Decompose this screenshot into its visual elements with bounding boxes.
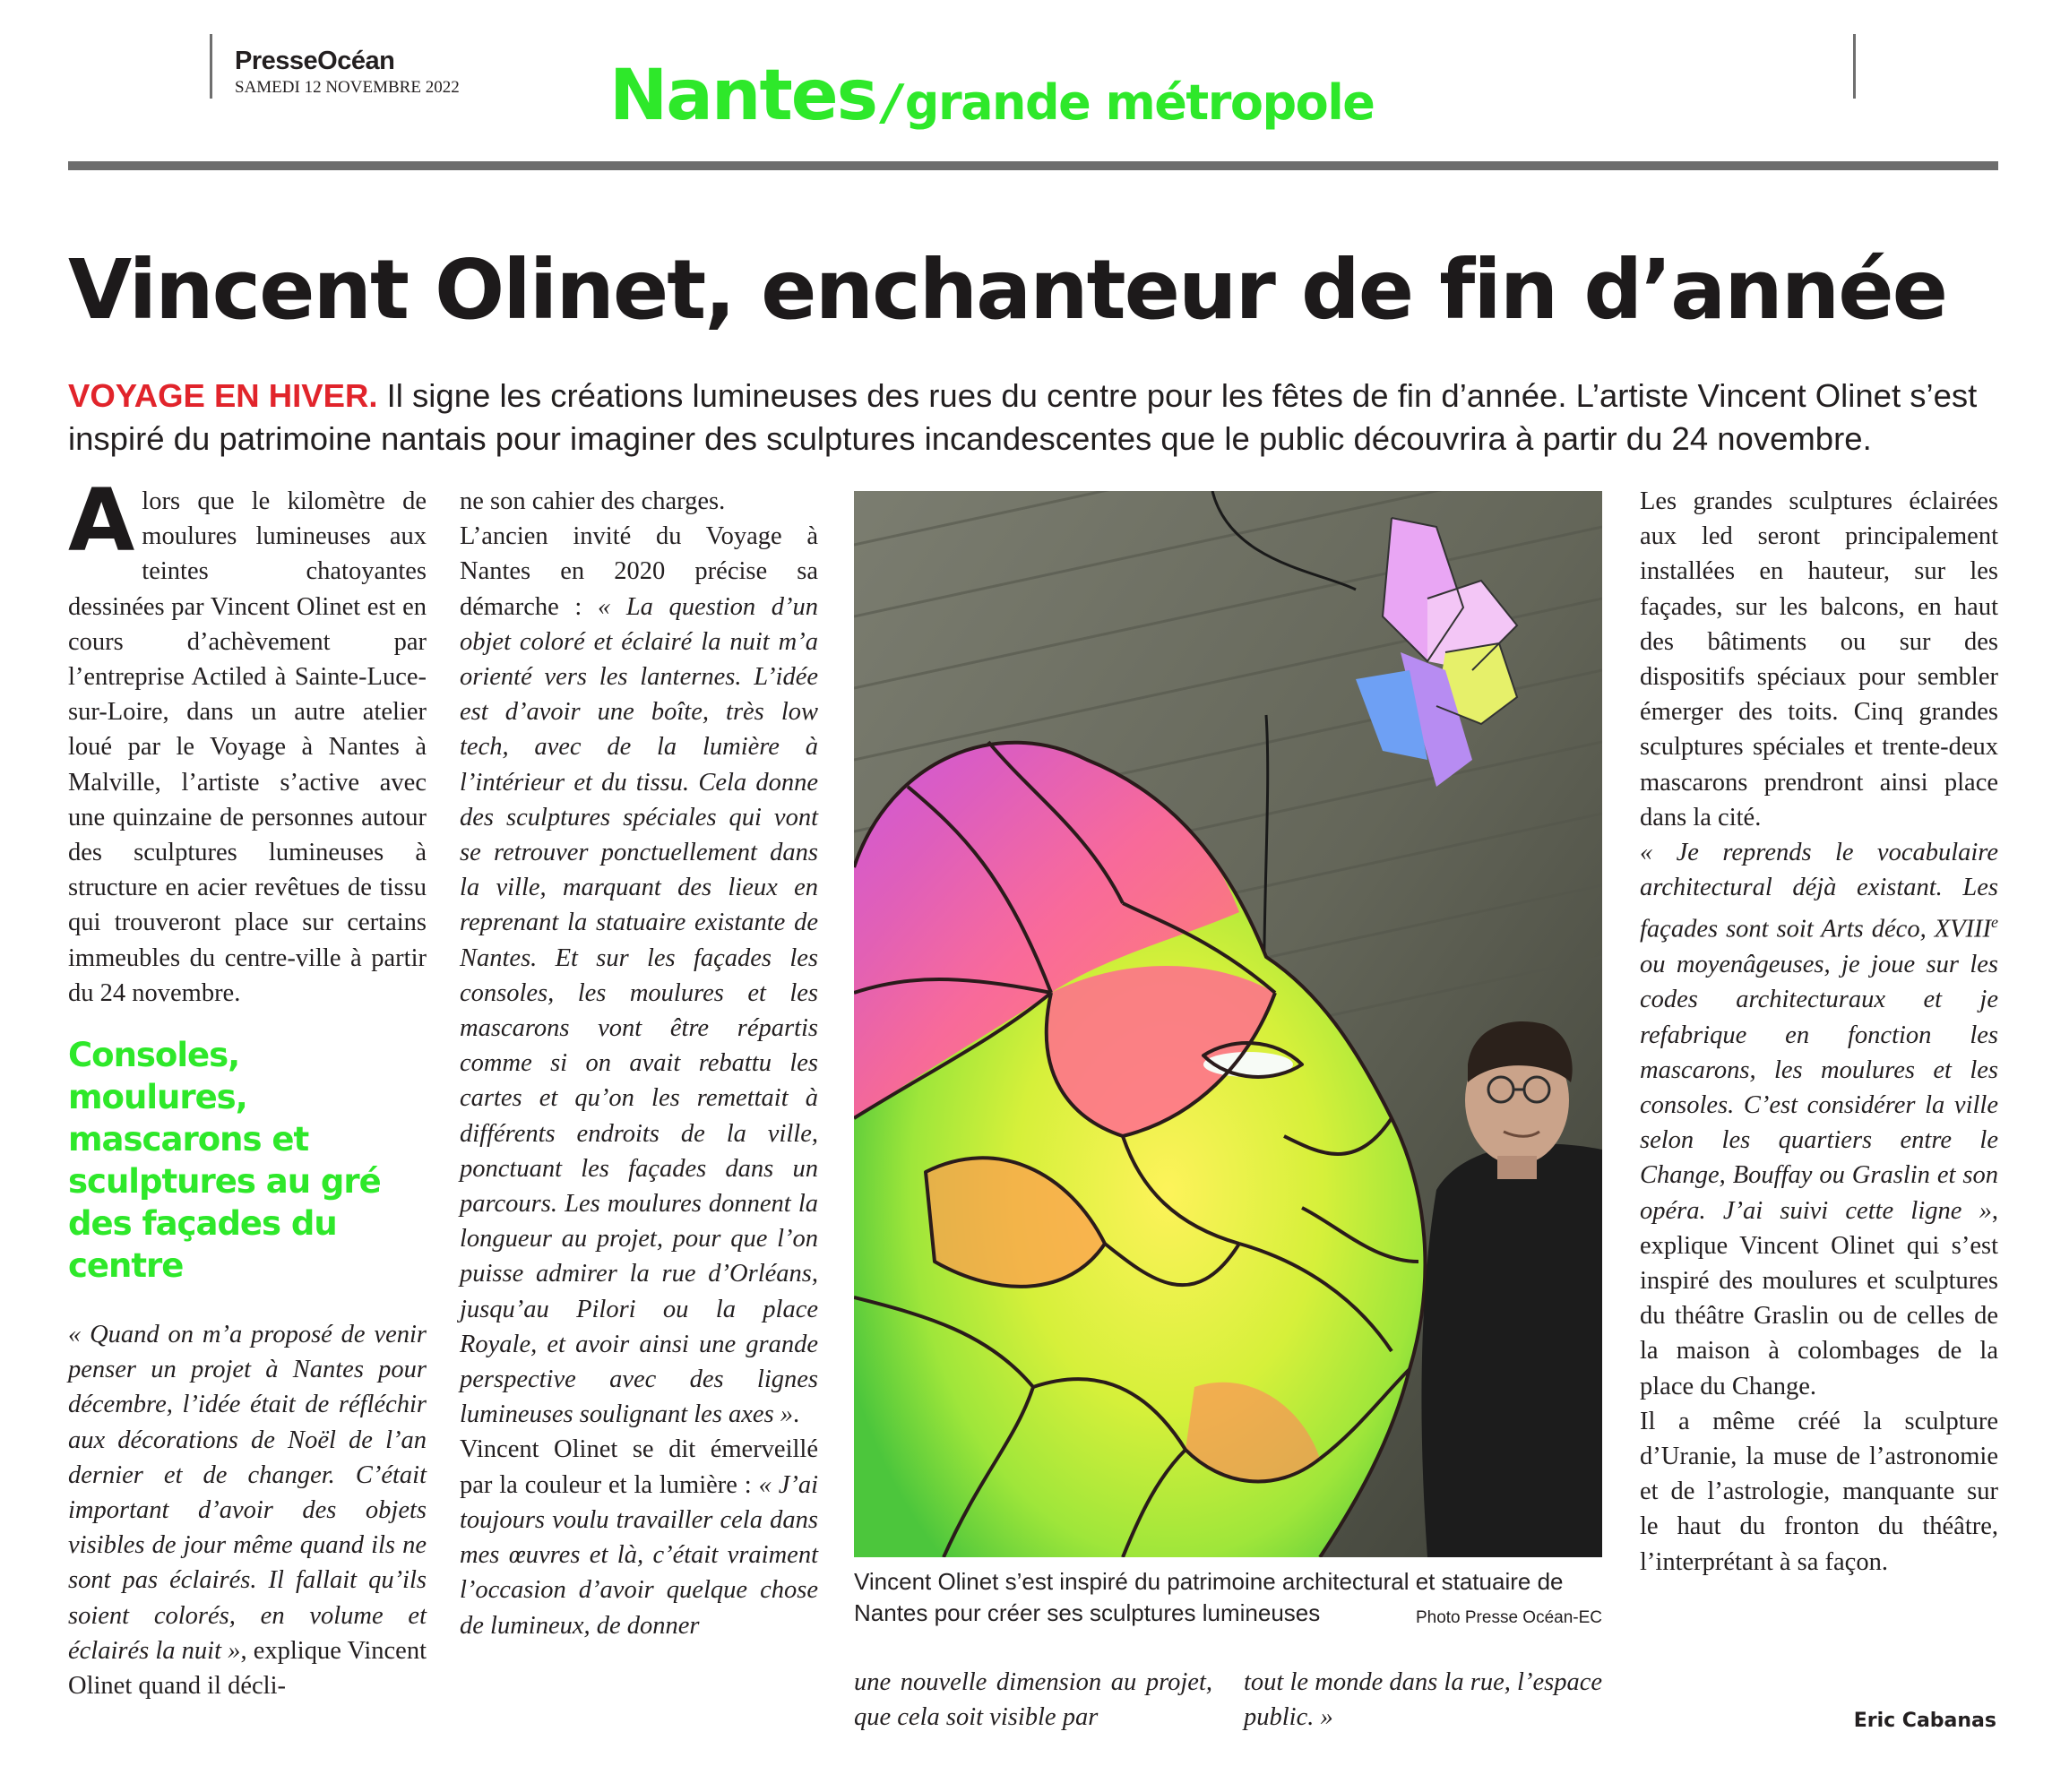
col2-quote-3: « J’ai toujours voulu travailler cela dans mes œuvres et là, c’était vraiment l’occasion d’avoir quelque chose de lumineux, de donner (460, 1470, 819, 1640)
continuation-left: une nouvelle dimension au projet, que cela soit visible par (854, 1668, 1212, 1732)
photo-caption-block (854, 1566, 1602, 1629)
col2-paragraph-2 (460, 519, 818, 1432)
standfirst-kicker: VOYAGE EN HIVER. (68, 377, 378, 414)
lantern-sculpture-illustration (854, 491, 1602, 1557)
article-standfirst (68, 375, 2004, 461)
col4-paragraph-1: Les grandes sculptures éclairées aux led seront principalement installées en hauteur, sur les façades, sur les balcons, en haut des bâtiments ou sur des dispositifs spéciaux pour sembler émerger des toits. Cinq grandes sculptures spéciales et trente-deux mascarons prendront ainsi place dans la cité. (1640, 487, 1998, 831)
article-headline: Vincent Olinet, enchanteur de fin d’année (68, 242, 1946, 338)
rubric-city: Nantes (609, 56, 877, 136)
col2-end-2: . (793, 1400, 800, 1429)
section-rubric (609, 56, 1375, 136)
quote-text-1: « Quand on m’a proposé de venir penser un projet à Nantes pour décembre, l’idée était de réfléchir aux décorations de Noël de l’an dernier et de changer. C’était important d’avoir des objets visibles de jour même quand ils ne sont pas éclairés. Il fallait qu’ils soient colorés, en volume et éclairés la nuit » (68, 1321, 427, 1665)
lead-text: lors que le kilomètre de moulures lumineuses aux teintes chatoyantes dessinées par Vincent Olinet est en cours d’achèvement par l’entreprise Actiled à Sainte-Luce-sur-Loire, dans un autre atelier loué par le Voyage à Nantes à Malville, l’artiste s’active avec une quinzaine de personnes autour des sculptures lumineuses à structure en acier revêtues de tissu qui trouveront place sur certains immeubles du centre-ville à partir du 24 novembre. (68, 487, 427, 1007)
quote-paragraph-1 (68, 1317, 427, 1703)
standfirst-text: Il signe les créations lumineuses des rues du centre pour les fêtes de fin d’année. L’artiste Vincent Olinet s’est inspiré du patrimoine nantais pour imaginer des sculptures incandescentes que le public découvrira à partir du 24 novembre. (68, 377, 1978, 457)
author-byline: Eric Cabanas (1853, 1710, 1996, 1732)
article-photo (854, 491, 1602, 1557)
masthead-divider-right (1853, 34, 1856, 99)
rubric-separator: / (884, 74, 901, 131)
col2-intro-2: L’ancien invité du Voyage à Nantes en 2020 précise sa démarche : (460, 522, 818, 621)
article-column-4 (1640, 484, 1998, 1580)
masthead-divider-left (210, 34, 212, 99)
header-rule (68, 161, 1998, 170)
article-subheading: Consoles, moulures, mascarons et sculptures au gré des façades du centre (68, 1036, 381, 1286)
continuation-right: tout le monde dans la rue, l’espace public. » (1244, 1668, 1602, 1732)
col4-quote-a: « Je reprends le vocabulaire architectural déjà existant. Les façades sont soit Arts déco, XVIII (1640, 839, 1998, 943)
article-column-1 (68, 470, 427, 1703)
newspaper-brand: PresseOcéan (235, 47, 395, 75)
col4-paragraph-3: Il a même créé la sculpture d’Uranie, la muse de l’astronomie et de l’astrologie, manquante sur le haut du fronton du théâtre, l’interprétant à sa façon. (1640, 1407, 1998, 1576)
photo-caption: Vincent Olinet s’est inspiré du patrimoine architectural et statuaire de Nantes pour créer ses sculptures lumineuses (854, 1568, 1564, 1626)
col4-quote-b: ou moyenâgeuses, je joue sur les codes architecturaux et je refabrique en fonction les mascarons, les moulures et les consoles. C’est considérer la ville selon les quartiers entre le Change, Bouffay ou Graslin et son opéra. J’ai suivi cette ligne » (1640, 951, 1998, 1225)
col2-intro-3: Vincent Olinet se dit émerveillé par la couleur et la lumière : (460, 1435, 818, 1499)
col2-quote-2: « La question d’un objet coloré et éclairé la nuit m’a orienté vers les lanternes. L’idée est d’avoir une boîte, très low tech, avec de la lumière à l’intérieur et du tissu. Cela donne des sculptures spéciales qui vont se retrouver ponctuellement dans la ville, marquant des lieux en reprenant la statuaire existante de Nantes. Et sur les façades les consoles, les moulures et les mascarons vont être répartis comme si on avait rebattu les cartes et qu’on les remettait à différents endroits de la ville, ponctuant les façades dans un parcours. Les moulures donnent la longueur au projet, pour que l’on puisse admirer la rue d’Orléans, jusqu’au Pilori ou la place Royale, et avoir ainsi une grande perspective avec des lignes lumineuses soulignant les axes » (460, 592, 818, 1429)
col4-attribution: , explique Vincent Olinet qui s’est inspiré des moulures et sculptures du théâtre Graslin ou de celles de la maison à colombages de la place du Change. (1640, 1196, 1998, 1400)
quote-attribution-1: , explique Vincent Olinet quand il décli- (68, 1636, 427, 1701)
col4-quote-sup: e (1991, 913, 1998, 932)
article-column-2 (460, 484, 818, 1643)
lead-paragraph (68, 470, 427, 1011)
rubric-section: grande métropole (904, 74, 1375, 131)
col2-paragraph-1: ne son cahier des charges. (460, 487, 726, 515)
col2-paragraph-3 (460, 1432, 818, 1642)
col4-paragraph-2 (1640, 835, 1998, 1404)
issue-date: SAMEDI 12 NOVEMBRE 2022 (235, 78, 460, 97)
masthead (235, 47, 460, 98)
photo-credit: Photo Presse Océan-EC (1415, 1608, 1602, 1627)
drop-cap: A (68, 470, 135, 571)
